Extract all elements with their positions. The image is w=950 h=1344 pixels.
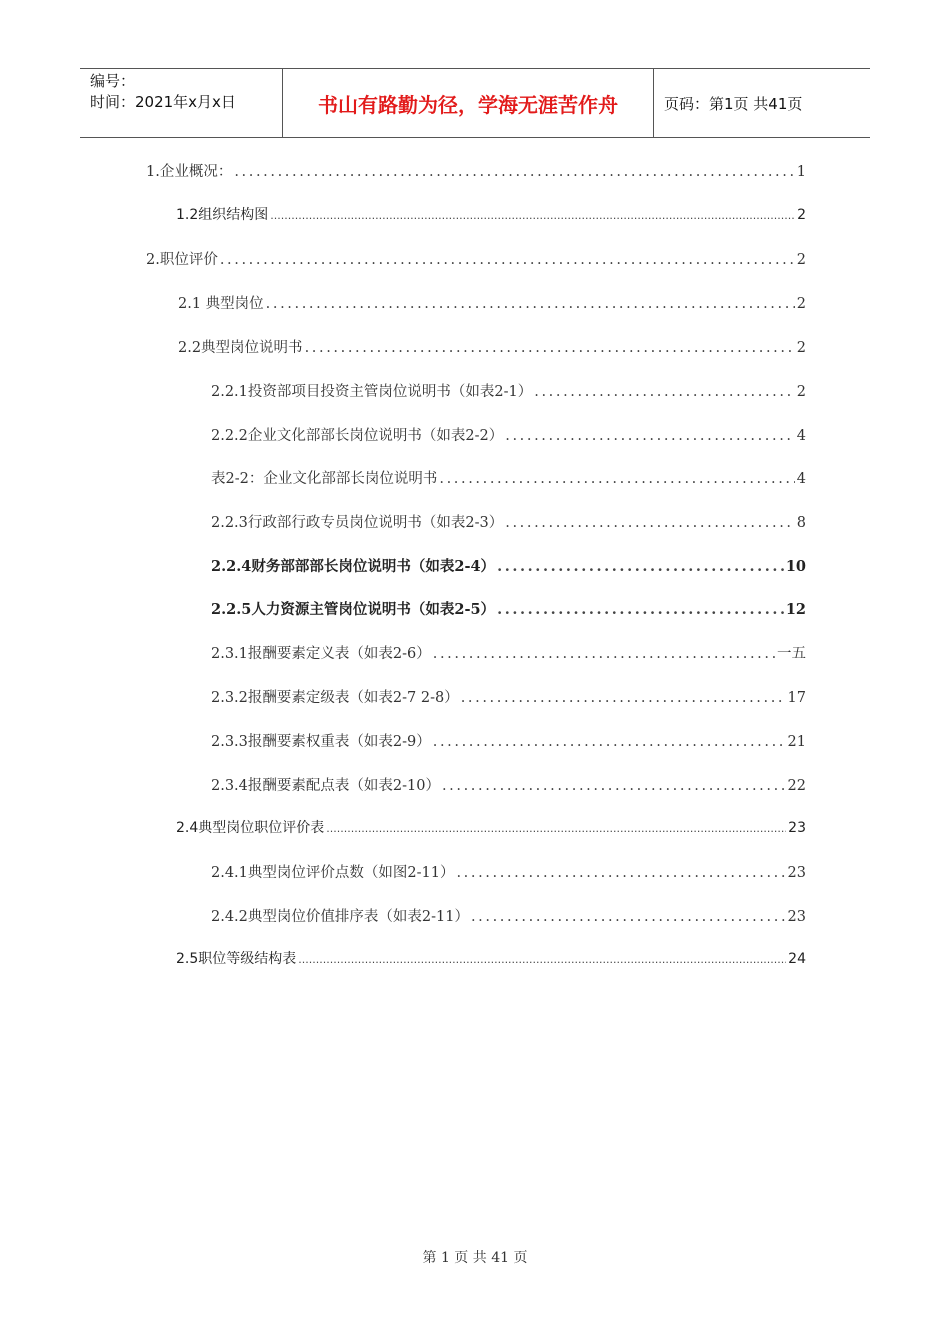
toc-entry[interactable] [211,861,806,885]
toc-entry[interactable] [211,511,806,535]
toc-entry-title: 2.4.2典型岗位价值排序表（如表2-11） [211,909,469,925]
toc-entry-title: 2.3.2报酬要素定级表（如表2-7 2-8） [211,690,459,706]
toc-entry[interactable] [211,905,806,929]
document-number-label: 编号： [90,72,136,90]
toc-dot-leader [442,778,786,794]
toc-entry[interactable] [178,336,806,360]
toc-dot-leader [534,384,795,400]
toc-entry-title: 2.2.5人力资源主管岗位说明书（如表2-5） [211,601,496,618]
toc-entry-title: 2.2典型岗位说明书 [178,340,303,356]
header-meta [80,69,282,137]
toc-dot-leader [471,909,786,925]
toc-entry-title: 2.3.4报酬要素配点表（如表2-10） [211,778,440,794]
toc-entry-page: 24 [788,951,806,967]
toc-entry[interactable] [211,730,806,754]
toc-entry[interactable] [211,467,806,491]
toc-entry-page: 8 [796,515,806,531]
document-date: 时间：2021年x月x日 [90,93,236,111]
toc-dot-leader [234,164,794,180]
toc-entry-page: 4 [796,471,806,487]
toc-entry[interactable] [211,555,806,579]
toc-entry-title: 2.4.1典型岗位评价点数（如图2-11） [211,865,455,881]
toc-entry-page: 2 [796,384,806,400]
toc-dot-leader [461,690,786,706]
toc-entry-title: 表2-2：企业文化部部长岗位说明书 [211,471,438,487]
toc-entry[interactable] [178,292,806,316]
toc-entry[interactable] [176,948,806,972]
toc-dot-leader [220,252,795,268]
toc-entry[interactable] [211,642,806,666]
page-footer: 第 1 页 共 41 页 [422,1250,528,1266]
toc-dot-leader [305,340,795,356]
toc-dot-leader [456,865,785,881]
toc-entry-page: 21 [787,734,806,750]
toc-entry-page: 2 [796,296,806,312]
toc-dot-leader [326,822,786,835]
toc-entry[interactable] [211,774,806,798]
toc-dot-leader [433,646,775,662]
toc-dot-leader [270,209,795,222]
toc-entry-page: 1 [796,164,806,180]
toc-entry-page: 一五 [777,646,806,662]
toc-entry-page: 4 [796,428,806,444]
toc-entry-page: 2 [797,207,806,223]
toc-entry-title: 2.5职位等级结构表 [176,951,297,967]
toc-entry-title: 2.职位评价 [146,252,218,268]
toc-entry-page: 2 [796,340,806,356]
toc-dot-leader [433,734,786,750]
toc-dot-leader [505,515,795,531]
toc-dot-leader [497,601,784,618]
toc-entry-title: 1.企业概况： [146,164,233,180]
toc-entry-title: 2.3.1报酬要素定义表（如表2-6） [211,646,431,662]
header-motto: 书山有路勤为径，学海无涯苦作舟 [282,69,654,137]
toc-entry-title: 2.2.1投资部项目投资主管岗位说明书（如表2-1） [211,384,533,400]
toc-entry-title: 2.3.3报酬要素权重表（如表2-9） [211,734,431,750]
page-header [80,68,870,138]
toc-dot-leader [505,428,795,444]
toc-entry-page: 12 [785,601,806,618]
toc-entry[interactable] [211,598,806,622]
toc-entry-page: 23 [788,820,806,836]
toc-entry-title: 2.4典型岗位职位评价表 [176,820,325,836]
toc-entry-title: 2.2.4财务部部部长岗位说明书（如表2-4） [211,558,496,575]
toc-entry-title: 2.1 典型岗位 [178,296,264,312]
toc-entry[interactable] [176,817,806,841]
toc-entry-page: 23 [787,909,806,925]
toc-entry-page: 17 [787,690,806,706]
toc-entry[interactable] [146,248,806,272]
header-page-info: 页码：第1页 共41页 [664,94,803,113]
toc-entry-title: 1.2组织结构图 [176,207,269,223]
toc-entry-title: 2.2.3行政部行政专员岗位说明书（如表2-3） [211,515,504,531]
toc-dot-leader [439,471,794,487]
toc-entry[interactable] [211,380,806,404]
toc-entry[interactable] [176,204,806,228]
toc-dot-leader [298,953,786,966]
toc-entry[interactable] [211,424,806,448]
toc-entry-page: 23 [787,865,806,881]
toc-entry[interactable] [146,160,806,184]
toc-entry-page: 2 [796,252,806,268]
toc-dot-leader [497,558,784,575]
toc-entry-title: 2.2.2企业文化部部长岗位说明书（如表2-2） [211,428,504,444]
toc-entry[interactable] [211,686,806,710]
toc-dot-leader [266,296,795,312]
toc-entry-page: 22 [787,778,806,794]
toc-entry-page: 10 [785,558,806,575]
